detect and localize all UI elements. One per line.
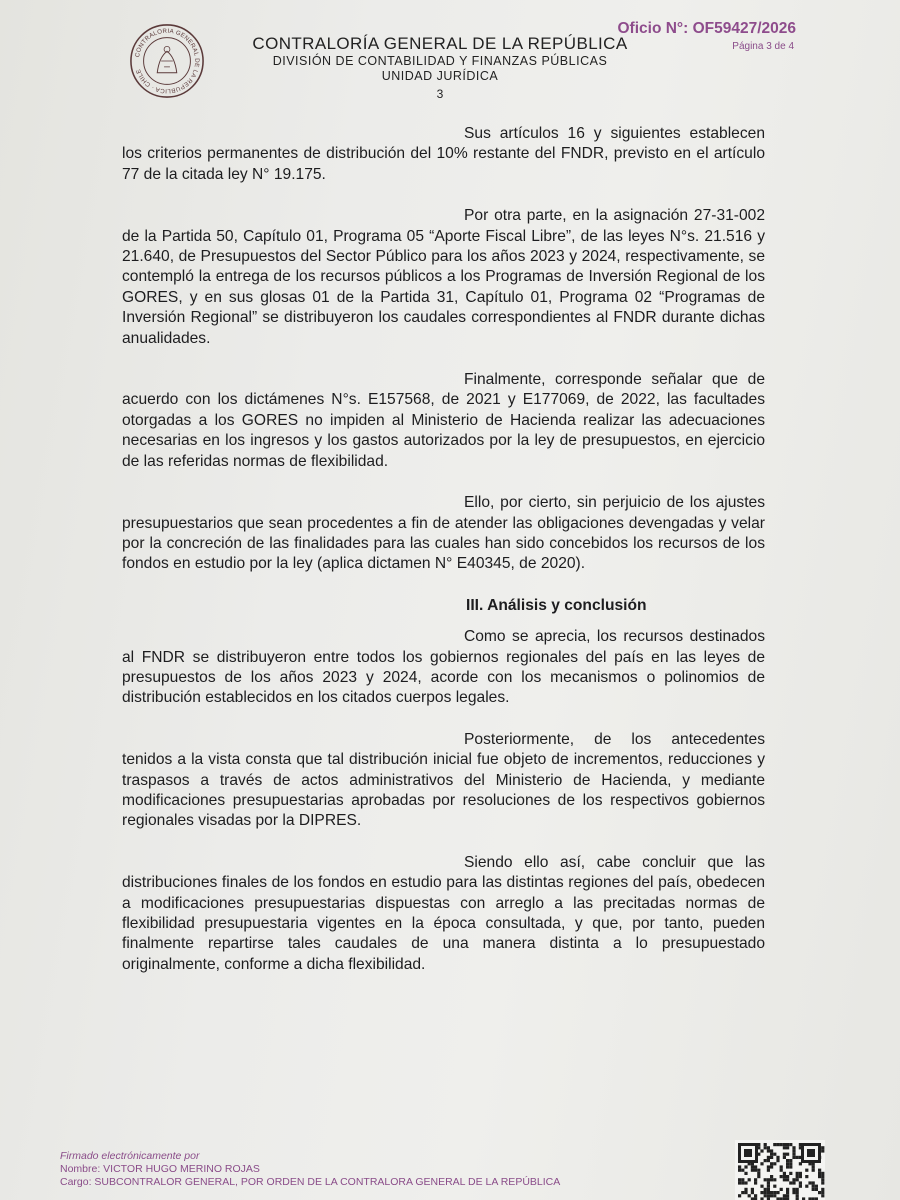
- section-paragraph: Como se aprecia, los recursos destinados al FNDR se distribuyeron entre todos los gobiernos regionales del país en las leyes de presupuestos de los años 2023 y 2024, acorde con los mecanismos o polinomios de distribución establecidos en los citados cuerpos legales.: [122, 628, 765, 707]
- signer-name: Nombre: VICTOR HUGO MERINO ROJAS: [60, 1163, 260, 1175]
- letterhead: [200, 34, 680, 102]
- page-indicator: Página 3 de 4: [732, 41, 794, 52]
- institutional-seal-icon: [128, 22, 206, 100]
- qr-code-icon: [735, 1140, 825, 1200]
- institution-title: CONTRALORÍA GENERAL DE LA REPÚBLICA: [252, 34, 628, 53]
- section-paragraph: Posteriormente, de los antecedentes tenidos a la vista consta que tal distribución inicial fue objeto de incrementos, reducciones y traspasos a través de actos administrativos del Ministerio de Hacienda, y mediante modificaciones presupuestarias aprobadas por resoluciones de los respectivos gobiernos regionales visadas por la DIPRES.: [122, 730, 765, 830]
- section-heading: III. Análisis y conclusión: [466, 596, 647, 614]
- signer-role: Cargo: SUBCONTRALOR GENERAL, POR ORDEN DE LA CONTRALORA GENERAL DE LA REPÚBLICA: [60, 1176, 561, 1188]
- signature-label: Firmado electrónicamente por: [60, 1150, 200, 1162]
- division-name: DIVISIÓN DE CONTABILIDAD Y FINANZAS PÚBLICAS: [272, 54, 608, 68]
- body-paragraph: Por otra parte, en la asignación 27-31-002 de la Partida 50, Capítulo 01, Programa 05 “Aporte Fiscal Libre”, de las leyes N°s. 21.516 y 21.640, de Presupuestos del Sector Público para los años 2023 y 2024, respectivamente, se contempló la entrega de los recursos públicos a los Programas de Inversión Regional de los GORES, y en sus glosas 01 de la Partida 31, Capítulo 01, Programa 02 “Programas de Inversión Regional” se distribuyeron los caudales correspondientes al FNDR durante dichas anualidades.: [122, 207, 765, 347]
- svg-text:CONTRALORIA GENERAL DE LA REPU: CONTRALORIA GENERAL DE LA REPUBLICA · CHILE: [133, 27, 201, 95]
- unit-name: UNIDAD JURÍDICA: [381, 69, 499, 83]
- body-paragraph: Sus artículos 16 y siguientes establecen los criterios permanentes de distribución del 10% restante del FNDR, previsto en el artículo 77 de la citada ley N° 19.175.: [122, 125, 765, 183]
- document-body: [122, 124, 765, 996]
- oficio-number: Oficio N°: OF59427/2026: [617, 20, 796, 37]
- body-paragraph: Finalmente, corresponde señalar que de acuerdo con los dictámenes N°s. E157568, de 2021 y E177069, de 2022, las facultades otorgadas a los GORES no impiden al Ministerio de Hacienda realizar las adecuaciones necesarias en los ingresos y los gastos autorizados por la ley de presupuestos, en ejercicio de las referidas normas de flexibilidad.: [122, 371, 765, 470]
- electronic-signature: [60, 1150, 560, 1189]
- section-paragraph: Siendo ello así, cabe concluir que las distribuciones finales de los fondos en estudio para las distintas regiones del país, obedecen a modificaciones presupuestarias dispuestas con arreglo a las precitadas normas de flexibilidad presupuestaria vigentes en la época consultada, y que, por tanto, pueden finalmente repartirse tales caudales de una manera distinta a lo presupuestado originalmente, conforme a dicha flexibilidad.: [122, 853, 765, 973]
- header-page-number: 3: [436, 87, 444, 101]
- body-paragraph: Ello, por cierto, sin perjuicio de los ajustes presupuestarios que sean procedentes a fin de atender las obligaciones devengadas y velar por la concreción de las finalidades para las cuales han sido concebidos los recursos de los fondos en estudio por la ley (aplica dictamen N° E40345, de 2020).: [122, 494, 765, 573]
